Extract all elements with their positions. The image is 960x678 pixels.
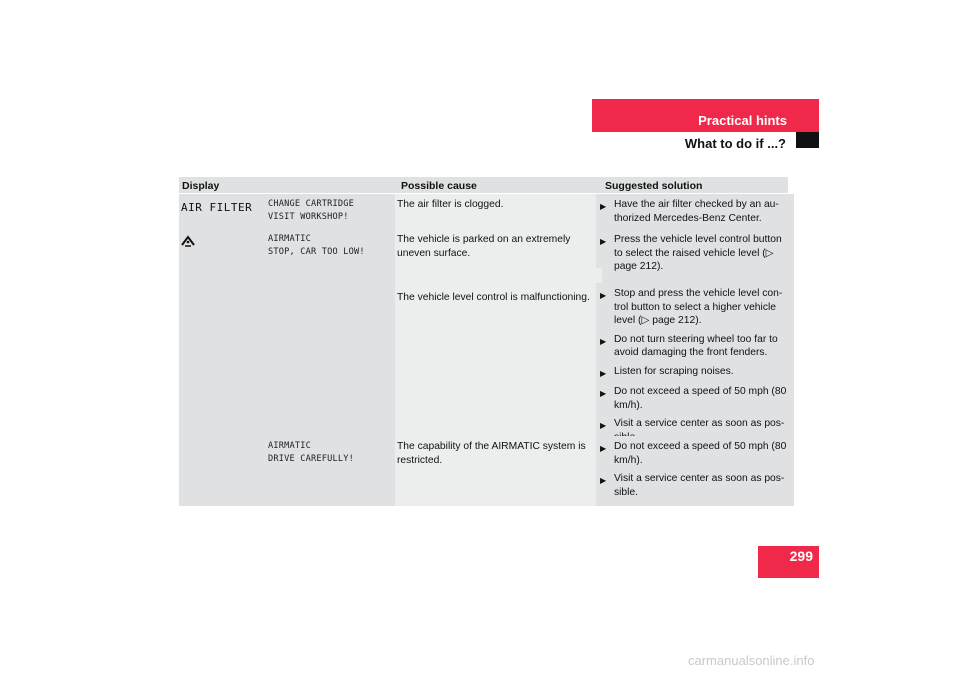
cause-text: The capability of the AIRMATIC system is restricted. xyxy=(397,441,586,466)
row2a-solution xyxy=(596,229,794,285)
page-number: 299 xyxy=(789,548,813,564)
footer-watermark: carmanualsonline.info xyxy=(688,653,815,668)
row2b-solution xyxy=(596,283,794,438)
page-number-box xyxy=(758,546,819,578)
header-cause: Possible cause xyxy=(401,180,477,192)
cause-text: The air filter is clogged. xyxy=(397,199,504,210)
row1-message xyxy=(266,194,401,231)
section-title: Practical hints xyxy=(698,113,787,128)
air-filter-label: AIR FILTER xyxy=(181,201,253,214)
row3-cause xyxy=(395,436,602,506)
row2-message xyxy=(266,229,401,438)
message-table xyxy=(179,177,788,502)
header-display: Display xyxy=(182,180,220,192)
row2a-cause xyxy=(395,229,602,271)
row2-display xyxy=(179,229,272,438)
cause-text: The vehicle is parked on an extremely uneven surface. xyxy=(397,234,571,259)
subsection-title: What to do if ...? xyxy=(684,136,786,151)
message-line: DRIVE CAREFULLY! xyxy=(268,454,354,464)
message-line: STOP, CAR TOO LOW! xyxy=(268,247,365,257)
message-line: AIRMATIC xyxy=(268,441,311,451)
list-item: ▶ Do not exceed a speed of 50 mph (80 km/h). xyxy=(600,386,787,411)
message-line: VISIT WORKSHOP! xyxy=(268,212,349,222)
list-item: ▶ Do not turn steering wheel too far to avoid damaging the front fenders. xyxy=(600,333,778,358)
message-line: CHANGE CARTRIDGE xyxy=(268,199,354,209)
list-item: ▶ Press the vehicle level control button to select the raised vehicle level (▷ page 212). xyxy=(600,234,782,272)
message-line: AIRMATIC xyxy=(268,234,311,244)
list-item: ▶ Visit a service center as soon as pos- xyxy=(598,417,790,444)
list-item: ▶ Have the air filter checked by an au-thorized Mercedes-Benz Center. xyxy=(600,199,779,224)
row2b-cause xyxy=(395,268,602,438)
arrow-bullet-icon: ▶ xyxy=(600,336,607,346)
row1-solution xyxy=(596,194,794,231)
list-item: ▶ Do not exceed a speed of 50 mph (80 km/h). xyxy=(600,441,787,466)
arrow-bullet-icon: ▶ xyxy=(600,368,607,378)
header-marker xyxy=(796,132,819,148)
arrow-bullet-icon: ▶ xyxy=(600,237,607,246)
list-item: ▶ Stop and press the vehicle level con-trol button to select a higher vehicle level (▷ page 212). xyxy=(600,288,783,326)
cause-text: The vehicle level control is malfunctioning. xyxy=(397,292,590,303)
row3-solution xyxy=(596,436,794,506)
arrow-bullet-icon: ▶ xyxy=(600,421,607,430)
table-header xyxy=(179,177,788,193)
arrow-bullet-icon: ▶ xyxy=(600,389,607,398)
vehicle-level-warning-icon xyxy=(181,235,195,247)
list-item: ▶ Visit a service center as soon as pos-sible. xyxy=(600,473,785,498)
row1-cause xyxy=(395,194,602,231)
arrow-bullet-icon: ▶ xyxy=(600,476,607,485)
row3-display xyxy=(179,436,272,506)
header-band xyxy=(592,99,819,132)
row3-message xyxy=(266,436,401,506)
arrow-bullet-icon: ▶ xyxy=(600,291,607,300)
arrow-bullet-icon: ▶ xyxy=(600,444,607,453)
row1-display xyxy=(179,194,272,231)
arrow-bullet-icon: ▶ xyxy=(600,202,607,211)
list-item: ▶ Listen for scraping noises. xyxy=(598,365,790,381)
header-solution: Suggested solution xyxy=(605,180,703,192)
